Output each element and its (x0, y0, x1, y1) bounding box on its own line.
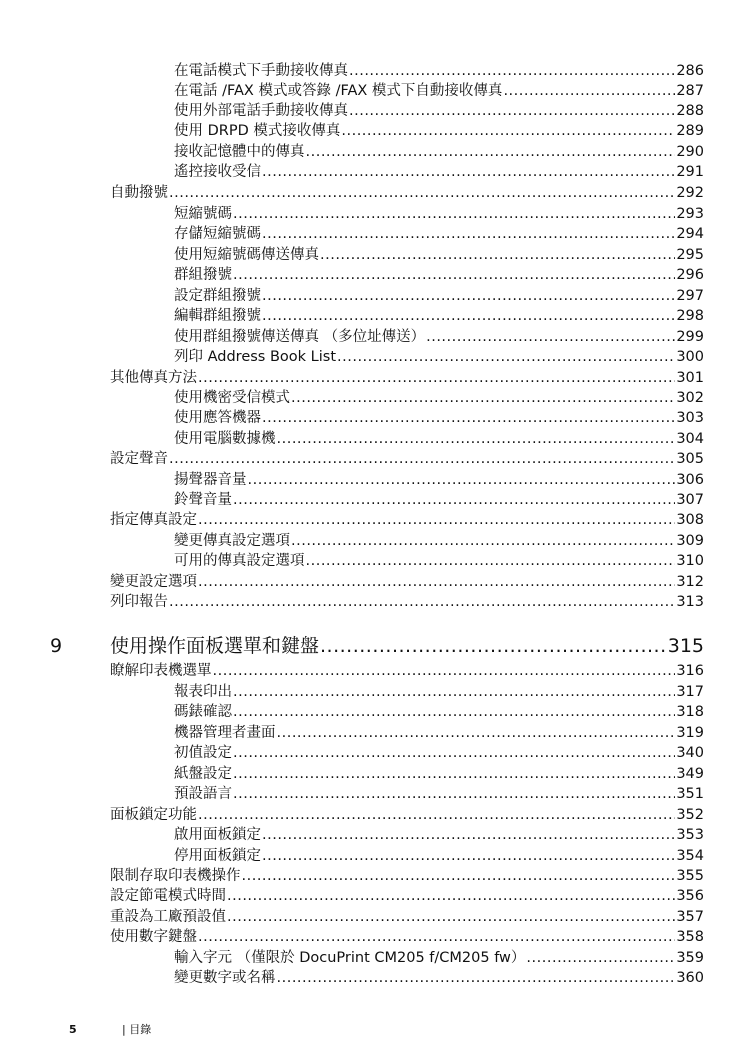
dot-leader (233, 744, 675, 762)
toc-entry-page: 299 (676, 329, 704, 345)
toc-entry-title: 使用外部電話手動接收傳真 (174, 103, 348, 119)
dot-leader (233, 491, 675, 509)
toc-entry-page: 293 (676, 206, 704, 222)
toc-entry-page: 292 (676, 185, 704, 201)
dot-leader (262, 287, 675, 305)
toc-entry-page: 300 (676, 349, 704, 365)
toc-entry-title: 揚聲器音量 (174, 472, 247, 488)
toc-entry-title: 碼錶確認 (174, 704, 232, 720)
toc-entry-page: 354 (676, 848, 704, 864)
dot-leader (262, 307, 675, 325)
toc-entry-title: 可用的傳真設定選項 (174, 553, 305, 569)
toc-entry-title: 存儲短縮號碼 (174, 226, 261, 242)
toc-entry[interactable] (110, 908, 704, 926)
dot-leader (198, 511, 675, 529)
toc-entry[interactable] (174, 744, 704, 762)
toc-entry-page: 302 (676, 390, 704, 406)
toc-entry[interactable] (174, 847, 704, 865)
toc-entry-page: 306 (676, 472, 704, 488)
dot-leader (526, 949, 675, 967)
toc-entry-title: 初值設定 (174, 745, 232, 761)
toc-entry[interactable] (174, 307, 704, 325)
dot-leader (291, 532, 675, 550)
toc-entry[interactable] (174, 348, 704, 366)
toc-entry[interactable] (174, 102, 704, 120)
toc-entry-title: 指定傳真設定 (110, 512, 197, 528)
dot-leader (233, 266, 675, 284)
toc-entry-page: 305 (676, 451, 704, 467)
toc-entry[interactable] (174, 287, 704, 305)
dot-leader (277, 430, 676, 448)
toc-entry-title: 設定群組撥號 (174, 288, 261, 304)
dot-leader (262, 409, 675, 427)
toc-entry[interactable] (110, 662, 704, 680)
dot-leader (233, 703, 675, 721)
dot-leader (227, 887, 675, 905)
toc-entry[interactable] (110, 369, 704, 387)
toc-entry-page: 290 (676, 144, 704, 160)
toc-entry-page: 313 (676, 594, 704, 610)
toc-entry[interactable] (174, 62, 704, 80)
dot-leader (349, 62, 675, 80)
toc-entry-title: 使用電腦數據機 (174, 431, 276, 447)
toc-entry-page: 309 (676, 533, 704, 549)
toc-entry-page: 288 (676, 103, 704, 119)
toc-entry[interactable] (174, 225, 704, 243)
toc-entry-page: 359 (676, 950, 704, 966)
toc-entry[interactable] (110, 450, 704, 468)
toc-entry[interactable] (174, 532, 704, 550)
toc-entry-page: 316 (676, 663, 704, 679)
toc-entry-title: 使用操作面板選單和鍵盤 (110, 635, 320, 657)
toc-entry[interactable] (174, 724, 704, 742)
toc-entry[interactable] (110, 511, 704, 529)
toc-entry-page: 297 (676, 288, 704, 304)
toc-entry-page: 295 (676, 247, 704, 263)
dot-leader (291, 389, 675, 407)
toc-entry-title: 接收記憶體中的傳真 (174, 144, 305, 160)
dot-leader (262, 826, 675, 844)
toc-entry-page: 356 (676, 888, 704, 904)
toc-entry-title: 設定節電模式時間 (110, 888, 226, 904)
dot-leader (349, 102, 675, 120)
toc-entry-title: 使用群組撥號傳送傳真 （多位址傳送） (174, 329, 426, 345)
toc-entry[interactable] (174, 683, 704, 701)
toc-entry[interactable] (174, 826, 704, 844)
toc-entry[interactable] (110, 806, 704, 824)
toc-entry-title: 報表印出 (174, 684, 232, 700)
dot-leader (306, 552, 676, 570)
toc-entry-page: 318 (676, 704, 704, 720)
dot-leader (426, 328, 675, 346)
toc-entry[interactable] (174, 266, 704, 284)
footer-page-number: 5 (69, 1023, 77, 1036)
toc-entry-title: 其他傳真方法 (110, 370, 197, 386)
toc-entry-title: 群組撥號 (174, 267, 232, 283)
toc-entry-title: 使用 DRPD 模式接收傳真 (174, 123, 341, 139)
toc-entry[interactable] (174, 246, 704, 264)
dot-leader (248, 471, 676, 489)
toc-entry[interactable] (174, 389, 704, 407)
toc-entry-title: 預設語言 (174, 786, 232, 802)
dot-leader (198, 928, 675, 946)
dot-leader (169, 184, 675, 202)
toc-entry-title: 鈴聲音量 (174, 492, 232, 508)
toc-entry[interactable] (174, 143, 704, 161)
toc-entry-page: 351 (676, 786, 704, 802)
toc-entry-page: 360 (676, 970, 704, 986)
dot-leader (262, 225, 675, 243)
toc-entry[interactable] (174, 552, 704, 570)
dot-leader (233, 683, 675, 701)
dot-leader (233, 205, 675, 223)
toc-entry-page: 349 (676, 766, 704, 782)
dot-leader (306, 143, 676, 161)
toc-entry[interactable] (110, 928, 704, 946)
toc-entry[interactable] (110, 573, 704, 591)
toc-entry[interactable] (174, 765, 704, 783)
toc-entry-title: 遙控接收受信 (174, 164, 261, 180)
toc-entry-title: 列印報告 (110, 594, 168, 610)
toc-entry-title: 紙盤設定 (174, 766, 232, 782)
dot-leader (233, 785, 675, 803)
toc-entry-page: 355 (676, 868, 704, 884)
toc-entry-page: 307 (676, 492, 704, 508)
toc-entry[interactable] (174, 785, 704, 803)
dot-leader (213, 662, 676, 680)
toc-entry-page: 340 (676, 745, 704, 761)
toc-entry-title: 啟用面板鎖定 (174, 827, 261, 843)
toc-entry-page: 289 (676, 123, 704, 139)
dot-leader (341, 122, 675, 140)
toc-entry-title: 機器管理者畫面 (174, 725, 276, 741)
toc-entry[interactable] (174, 409, 704, 427)
toc-entry-page: 353 (676, 827, 704, 843)
toc-entry[interactable] (110, 184, 704, 202)
toc-entry-title: 變更數字或名稱 (174, 970, 276, 986)
toc-entry-title: 面板鎖定功能 (110, 807, 197, 823)
dot-leader (242, 867, 676, 885)
toc-entry-page: 286 (676, 63, 704, 79)
toc-entry-title: 列印 Address Book List (174, 349, 337, 365)
toc-entry[interactable] (174, 949, 704, 967)
toc-entry-page: 319 (676, 725, 704, 741)
toc-entry-title: 重設為工廠預設值 (110, 909, 226, 925)
toc-entry-title: 變更傳真設定選項 (174, 533, 290, 549)
toc-entry-title: 瞭解印表機選單 (110, 663, 212, 679)
toc-entry-title: 在電話 /FAX 模式或答錄 /FAX 模式下自動接收傳真 (174, 83, 503, 99)
toc-entry-title: 使用機密受信模式 (174, 390, 290, 406)
toc-entry[interactable] (174, 969, 704, 987)
toc-entry-title: 編輯群組撥號 (174, 308, 261, 324)
toc-entry-page: 296 (676, 267, 704, 283)
chapter-number: 9 (50, 635, 63, 657)
toc-entry-title: 限制存取印表機操作 (110, 868, 241, 884)
dot-leader (169, 450, 675, 468)
dot-leader (277, 969, 676, 987)
toc-entry-title: 輸入字元 （僅限於 DocuPrint CM205 f/CM205 fw） (174, 950, 526, 966)
toc-entry-page: 312 (676, 574, 704, 590)
toc-entry-page: 357 (676, 909, 704, 925)
toc-entry-title: 停用面板鎖定 (174, 848, 261, 864)
dot-leader (233, 765, 675, 783)
dot-leader (337, 348, 675, 366)
toc-entry-title: 短縮號碼 (174, 206, 232, 222)
toc-entry[interactable] (174, 491, 704, 509)
dot-leader (262, 163, 675, 181)
toc-entry-page: 298 (676, 308, 704, 324)
dot-leader (198, 806, 675, 824)
dot-leader (277, 724, 676, 742)
dot-leader (198, 573, 675, 591)
toc-entry[interactable] (110, 867, 704, 885)
dot-leader (198, 369, 675, 387)
toc-chapter-entry[interactable] (110, 634, 704, 658)
toc-entry[interactable] (174, 471, 704, 489)
toc-entry-page: 287 (676, 83, 704, 99)
dot-leader (320, 246, 675, 264)
toc-entry[interactable] (174, 328, 704, 346)
toc-entry[interactable] (174, 205, 704, 223)
toc-entry-title: 設定聲音 (110, 451, 168, 467)
dot-leader (227, 908, 675, 926)
toc-entry-title: 使用應答機器 (174, 410, 261, 426)
toc-entry-page: 308 (676, 512, 704, 528)
dot-leader (320, 634, 667, 658)
toc-entry[interactable] (174, 703, 704, 721)
footer-section-label: | 目錄 (122, 1023, 152, 1036)
toc-entry-page: 310 (676, 553, 704, 569)
toc-entry[interactable] (110, 887, 704, 905)
dot-leader (503, 82, 675, 100)
toc-entry-page: 303 (676, 410, 704, 426)
toc-entry-page: 304 (676, 431, 704, 447)
toc-entry-page: 317 (676, 684, 704, 700)
dot-leader (262, 847, 675, 865)
toc-entry-page: 352 (676, 807, 704, 823)
toc-entry-title: 使用短縮號碼傳送傳真 (174, 247, 319, 263)
toc-entry-page: 358 (676, 929, 704, 945)
toc-entry-page: 294 (676, 226, 704, 242)
toc-entry-title: 變更設定選項 (110, 574, 197, 590)
toc-entry[interactable] (110, 593, 704, 611)
toc-entry-page: 301 (676, 370, 704, 386)
toc-entry-title: 自動撥號 (110, 185, 168, 201)
toc-entry[interactable] (174, 163, 704, 181)
dot-leader (169, 593, 675, 611)
toc-entry[interactable] (174, 430, 704, 448)
toc-entry-page: 291 (676, 164, 704, 180)
toc-entry-title: 在電話模式下手動接收傳真 (174, 63, 348, 79)
toc-entry[interactable] (174, 122, 704, 140)
toc-entry-title: 使用數字鍵盤 (110, 929, 197, 945)
toc-entry[interactable] (174, 82, 704, 100)
toc-entry-page: 315 (667, 635, 704, 657)
